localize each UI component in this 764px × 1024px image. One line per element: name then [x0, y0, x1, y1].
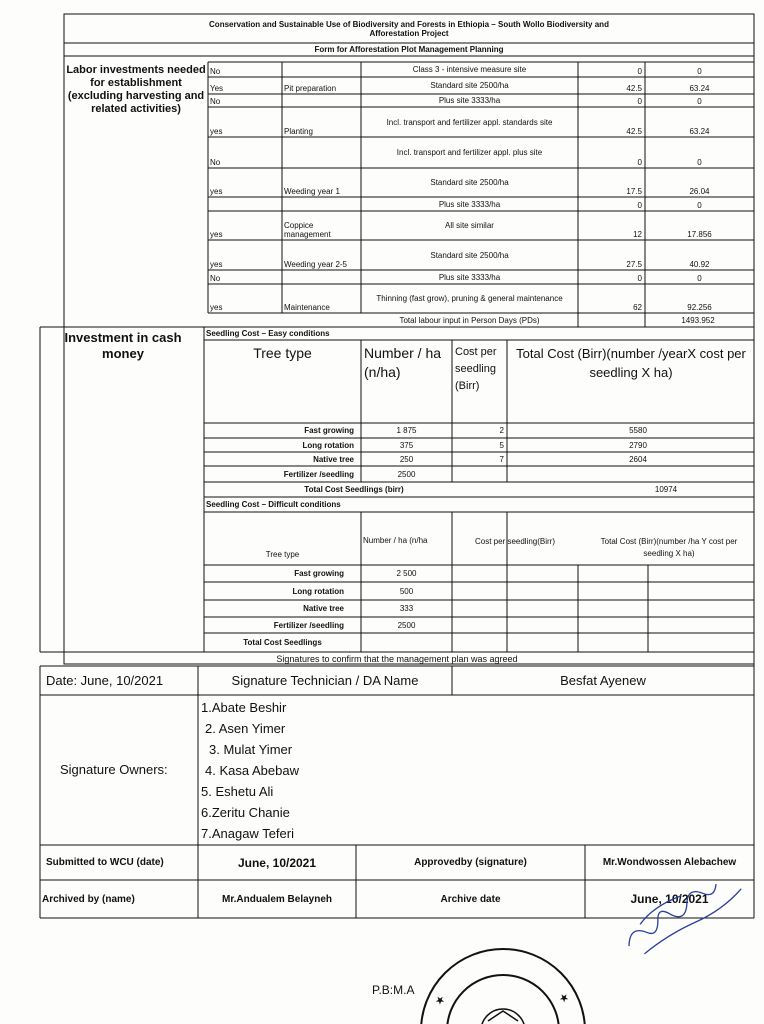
easy-total-label: Total Cost Seedlings (birr)	[304, 485, 404, 494]
labor-row-days: 42.5	[626, 127, 642, 136]
labor-section-label: Labor investments needed for establishment (excluding harvesting and related activities)	[66, 64, 206, 115]
submitted-date: June, 10/2021	[237, 855, 317, 870]
labor-row-cost: 17.856	[687, 230, 712, 239]
labor-row-description: Class 3 - intensive measure site	[412, 65, 527, 74]
labor-row-cost: 0	[697, 274, 702, 283]
easy-row-total	[578, 466, 698, 482]
labor-row-cost: 0	[697, 67, 702, 76]
archive-date: June, 10/2021	[630, 892, 709, 906]
approved-name: Mr.Wondwossen Alebachew	[602, 857, 737, 868]
labor-row-answer	[208, 197, 282, 211]
easy-row-number: 1 875	[396, 426, 417, 435]
labor-row-cost: 0	[697, 158, 702, 167]
labor-row-description: Standard site 2500/ha	[430, 81, 509, 90]
archived-label: Archived by (name)	[42, 893, 135, 905]
labor-row-days: 0	[637, 97, 642, 106]
approved-label: Approvedby (signature)	[414, 857, 527, 868]
labor-row-answer: yes	[210, 260, 223, 269]
labor-row-cost: 26.04	[689, 187, 710, 196]
submitted-label: Submitted to WCU (date)	[46, 857, 164, 868]
labor-total-label: Total labour input in Person Days (PDs)	[399, 315, 540, 325]
cash-section-label: Investment in cash money	[64, 330, 182, 361]
owner-name: 6.Zeritu Chanie	[201, 805, 290, 820]
difficult-header-cost-per: Cost per seedling(Birr)	[474, 537, 556, 546]
labor-row-answer: No	[210, 274, 221, 283]
labor-row-description: All site similar	[445, 221, 494, 230]
signatures-title: Signatures to confirm that the management plan was agreed	[276, 654, 518, 664]
labor-row-description: Plus site 3333/ha	[438, 272, 501, 282]
owner-name: 3. Mulat Yimer	[209, 742, 293, 757]
labor-row-cost: 63.24	[689, 84, 710, 93]
title-line-2: Afforestation Project	[369, 29, 449, 38]
difficult-row-tree-type: Fast growing	[294, 569, 344, 578]
labor-row-description: Plus site 3333/ha	[438, 96, 501, 105]
labor-row-activity: Pit preparation	[284, 84, 337, 93]
labor-row-days: 27.5	[626, 260, 642, 269]
difficult-row-tree-type: Native tree	[303, 604, 344, 613]
labor-row-answer: No	[210, 67, 221, 76]
labor-row-activity: Coppice management	[284, 221, 331, 239]
labor-row-days: 0	[637, 67, 642, 76]
archive-date-label: Archive date	[440, 893, 501, 905]
easy-row-tree-type: Native tree	[313, 454, 354, 464]
difficult-row-total	[578, 617, 648, 633]
labor-row-activity	[282, 197, 361, 211]
svg-text:★: ★	[556, 989, 572, 1007]
owner-name: 5. Eshetu Ali	[201, 784, 274, 799]
easy-row-tree-type: Long rotation	[302, 440, 354, 450]
labor-row-days: 0	[637, 274, 642, 283]
easy-header-number: Number / ha (n/ha)	[364, 345, 442, 380]
easy-row-cost-per: 2	[499, 426, 504, 435]
labor-row-activity	[282, 270, 361, 284]
technician-label: Signature Technician / DA Name	[231, 672, 419, 688]
difficult-row-number: 2 500	[396, 569, 417, 578]
owner-name: 7.Anagaw Teferi	[201, 826, 294, 841]
labor-row-description: Incl. transport and fertilizer appl. standards site	[386, 117, 553, 127]
easy-header-cost-per: Cost per seedling (Birr)	[455, 346, 497, 392]
labor-row-activity	[282, 137, 361, 168]
difficult-conditions-title: Seedling Cost – Difficult conditions	[206, 500, 341, 509]
easy-row-cost-per: 5	[499, 440, 504, 450]
owners-label: Signature Owners:	[60, 762, 168, 777]
difficult-row-number: 333	[399, 604, 414, 613]
labor-row-description: Incl. transport and fertilizer appl. plus site	[396, 148, 543, 157]
easy-row-cost-per: 7	[499, 454, 504, 464]
labor-row-activity	[282, 94, 361, 107]
difficult-header-total-cost: Total Cost (Birr)(number /ha Y cost per seedling X ha)	[600, 537, 738, 558]
difficult-row-cost-per	[452, 565, 507, 582]
difficult-total-label: Total Cost Seedlings	[243, 638, 322, 647]
labor-row-days: 42.5	[626, 84, 642, 93]
labor-row-cost: 40.92	[689, 260, 710, 269]
easy-header-total-cost: Total Cost (Birr)(number /yearX cost per seedling X ha)	[516, 346, 746, 380]
labor-row-description: Plus site 3333/ha	[438, 199, 501, 209]
labor-total-value: 1493.952	[681, 315, 715, 325]
labor-row-description: Standard site 2500/ha	[430, 250, 509, 260]
difficult-row-cost-per	[452, 617, 507, 633]
labor-row-description: Standard site 2500/ha	[430, 178, 509, 187]
owner-name: 1.Abate Beshir	[201, 700, 287, 715]
archived-name: Mr.Andualem Belayneh	[221, 893, 333, 905]
title-line-1: Conservation and Sustainable Use of Biodiversity and Forests in Ethiopia – South Wollo Biodiversity and	[209, 20, 609, 29]
labor-row-answer: Yes	[210, 84, 224, 93]
labor-row-answer: No	[210, 97, 221, 106]
difficult-row-total	[578, 565, 648, 582]
difficult-row-number: 2500	[397, 620, 416, 630]
labor-row-answer: yes	[210, 303, 223, 312]
labor-row-days: 62	[633, 303, 642, 312]
difficult-row-number: 500	[399, 586, 414, 596]
labor-row-answer: yes	[210, 230, 223, 239]
technician-name: Besfat Ayenew	[560, 672, 646, 688]
easy-row-total: 2790	[629, 440, 647, 450]
difficult-header-tree-type: Tree type	[265, 550, 300, 559]
owner-name: 4. Kasa Abebaw	[205, 763, 299, 778]
difficult-row-total	[578, 582, 648, 600]
labor-row-activity: Maintenance	[284, 303, 330, 312]
labor-row-answer: yes	[210, 187, 223, 196]
easy-header-tree-type: Tree type	[253, 345, 312, 361]
labor-row-cost: 0	[697, 97, 702, 106]
labor-row-activity: Weeding year 2-5	[284, 260, 347, 269]
easy-row-cost-per	[452, 466, 507, 482]
labor-row-days: 0	[637, 158, 642, 167]
difficult-row-total	[578, 600, 648, 617]
easy-row-number: 2500	[397, 469, 416, 479]
labor-row-days: 0	[637, 201, 642, 210]
difficult-row-cost-per	[452, 600, 507, 617]
pbma-label: P.B:M.A	[372, 983, 415, 997]
svg-text:★: ★	[432, 992, 448, 1009]
plan-date: Date: June, 10/2021	[46, 672, 164, 688]
easy-row-tree-type: Fast growing	[304, 426, 354, 435]
labor-row-activity	[282, 62, 361, 77]
owner-name: 2. Asen Yimer	[205, 721, 286, 736]
labor-row-activity: Weeding year 1	[284, 187, 340, 196]
labor-row-answer: No	[210, 158, 221, 167]
handwritten-signature-stamp	[610, 868, 760, 958]
difficult-row-cost-per	[452, 582, 507, 600]
labor-row-days: 17.5	[626, 187, 642, 196]
official-seal	[418, 936, 588, 1024]
form-title: Form for Afforestation Plot Management Planning	[314, 45, 504, 54]
difficult-row-tree-type: Long rotation	[292, 586, 344, 596]
easy-row-tree-type: Fertilizer /seedling	[283, 469, 354, 479]
labor-row-description: Thinning (fast grow), pruning & general maintenance	[376, 294, 563, 303]
labor-row-answer: yes	[210, 127, 223, 136]
easy-row-number: 250	[399, 454, 414, 464]
easy-row-total: 2604	[629, 454, 647, 464]
labor-row-cost: 92.256	[687, 303, 712, 312]
labor-row-days: 12	[633, 230, 642, 239]
labor-row-cost: 63.24	[689, 127, 710, 136]
owners-list	[201, 697, 451, 844]
easy-row-total: 5580	[629, 426, 647, 435]
document-title	[64, 16, 754, 42]
labor-row-cost: 0	[697, 201, 702, 210]
difficult-header-number: Number / ha (n/ha	[363, 536, 428, 545]
labor-row-activity: Planting	[284, 127, 313, 136]
easy-row-number: 375	[399, 440, 414, 450]
easy-total-value: 10974	[654, 485, 678, 494]
difficult-total-value	[578, 633, 648, 652]
difficult-row-tree-type: Fertilizer /seedling	[273, 620, 344, 630]
easy-conditions-title: Seedling Cost – Easy conditions	[206, 329, 330, 338]
